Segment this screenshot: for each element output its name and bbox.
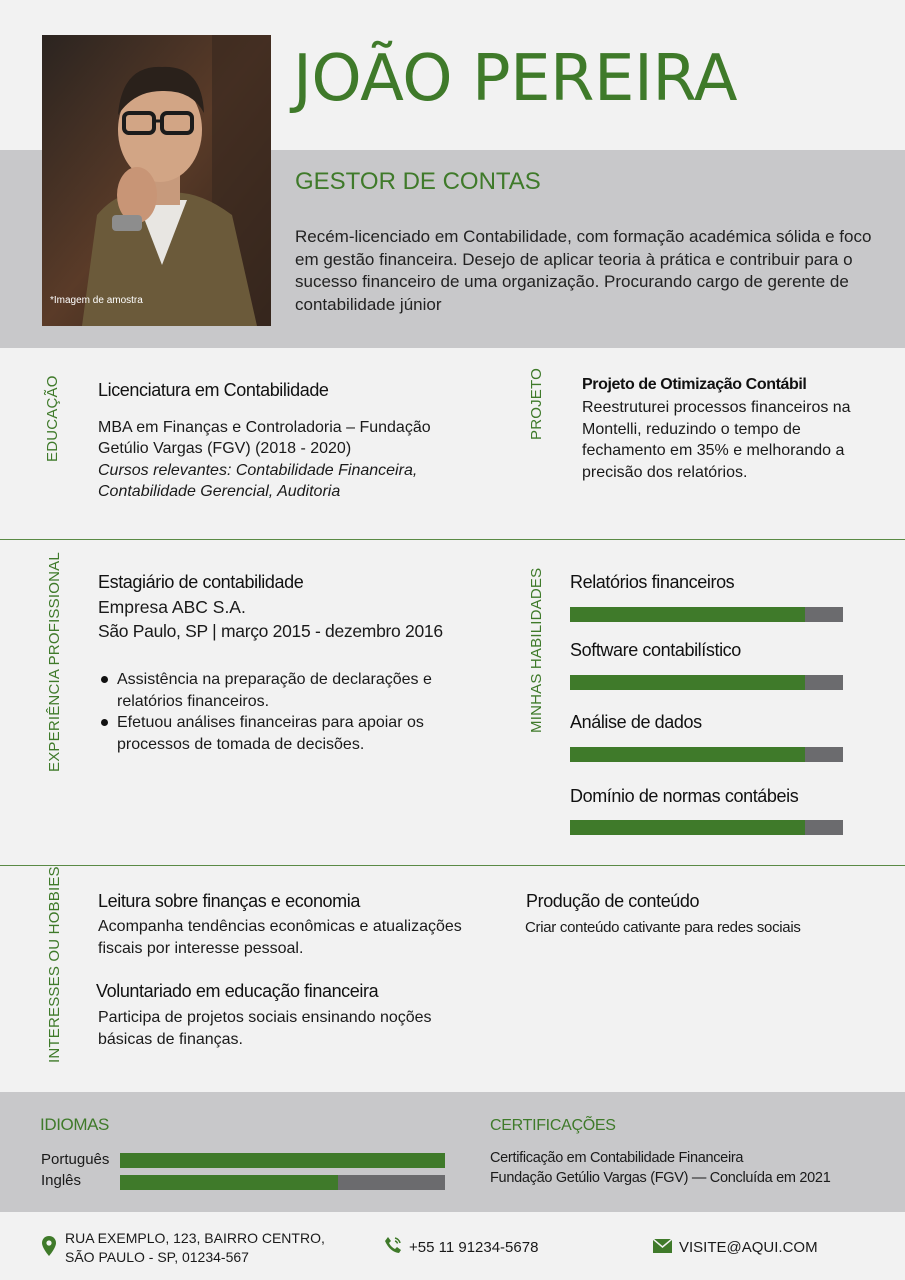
education-mba-line2: Getúlio Vargas (FGV) (2018 - 2020) — [98, 440, 352, 457]
language-bar-fill — [120, 1153, 445, 1168]
profile-summary: Recém-licenciado em Contabilidade, com formação académica sólida e foco em gestão financeira. Desejo de aplicar teoria à prática e contribuir para o sucesso financeiro de uma organização. Procurando cargo de gerente de contabilidade júnior — [295, 227, 872, 314]
experience-company: Empresa ABC S.A. — [98, 597, 246, 617]
experience-bullets — [98, 669, 478, 755]
skill-name: Domínio de normas contábeis — [570, 786, 799, 806]
certification-line1: Certificação em Contabilidade Financeira — [490, 1150, 744, 1166]
certifications-section-label: CERTIFICAÇÕES — [490, 1117, 616, 1134]
skill-name: Relatórios financeiros — [570, 572, 735, 592]
project-section-label: PROJETO — [528, 368, 545, 440]
experience-bullet — [98, 712, 478, 755]
language-bar — [120, 1153, 445, 1168]
skill-bar — [570, 675, 843, 690]
phone-icon — [384, 1236, 402, 1259]
photo-caption: *Imagem de amostra — [50, 295, 143, 306]
footer-band — [0, 1092, 905, 1212]
skill-name: Análise de dados — [570, 712, 702, 732]
interest-description: Acompanha tendências econômicas e atualizações fiscais por interesse pessoal. — [98, 918, 462, 957]
project-title: Projeto de Otimização Contábil — [582, 376, 807, 393]
languages-section-label: IDIOMAS — [40, 1115, 109, 1134]
bullet-icon — [101, 676, 108, 683]
skill-bar-fill — [570, 607, 805, 622]
envelope-icon — [653, 1239, 672, 1258]
skill-bar — [570, 820, 843, 835]
interest-title: Voluntariado em educação financeira — [96, 981, 379, 1001]
experience-section-label: EXPERIÊNCIA PROFISSIONAL — [46, 552, 63, 772]
skills-section-label: MINHAS HABILIDADES — [528, 567, 545, 733]
education-courses-line1: Cursos relevantes: Contabilidade Financeira, — [98, 462, 418, 479]
experience-location-period: São Paulo, SP | março 2015 - dezembro 2016 — [98, 621, 443, 641]
contact-phone[interactable]: +55 11 91234-5678 — [409, 1239, 539, 1256]
interests-section-label: INTERESSES OU HOBBIES — [46, 866, 63, 1063]
language-name: Inglês — [41, 1172, 82, 1189]
section-divider — [0, 865, 905, 866]
skill-name: Software contabilístico — [570, 640, 741, 660]
language-name: Português — [41, 1151, 110, 1168]
experience-role: Estagiário de contabilidade — [98, 572, 304, 592]
skill-bar-fill — [570, 747, 805, 762]
bullet-icon — [101, 719, 108, 726]
experience-bullet — [98, 669, 478, 712]
section-divider — [0, 539, 905, 540]
language-bar — [120, 1175, 445, 1190]
project-description: Reestruturei processos financeiros na Montelli, reduzindo o tempo de fechamento em 35% e melhorando a precisão dos relatórios. — [582, 399, 851, 481]
interest-description: Participa de projetos sociais ensinando noções básicas de finanças. — [98, 1009, 432, 1048]
education-section-label: EDUCAÇÃO — [44, 375, 61, 462]
experience-bullet-text: Efetuou análises financeiras para apoiar os processos de tomada de decisões. — [117, 714, 424, 753]
contact-address-line1: RUA EXEMPLO, 123, BAIRRO CENTRO, — [65, 1230, 325, 1246]
candidate-name: JOÃO PEREIRA — [293, 42, 737, 116]
certification-line2: Fundação Getúlio Vargas (FGV) — Concluída em 2021 — [490, 1170, 831, 1186]
skill-bar-fill — [570, 820, 805, 835]
skill-bar-fill — [570, 675, 805, 690]
profile-photo — [42, 35, 271, 326]
contact-website[interactable]: VISITE@AQUI.COM — [679, 1239, 818, 1256]
education-degree: Licenciatura em Contabilidade — [98, 380, 329, 400]
job-title: GESTOR DE CONTAS — [295, 168, 541, 195]
interest-description: Criar conteúdo cativante para redes sociais — [525, 919, 801, 936]
location-pin-icon — [42, 1236, 56, 1261]
skill-bar — [570, 607, 843, 622]
experience-bullet-text: Assistência na preparação de declarações e relatórios financeiros. — [117, 671, 432, 710]
education-mba-line1: MBA em Finanças e Controladoria – Fundação — [98, 419, 431, 436]
education-courses-line2: Contabilidade Gerencial, Auditoria — [98, 483, 341, 500]
contact-address-line2: SÃO PAULO - SP, 01234-567 — [65, 1249, 249, 1265]
skill-bar — [570, 747, 843, 762]
interest-title: Leitura sobre finanças e economia — [98, 891, 360, 911]
interest-title: Produção de conteúdo — [526, 891, 700, 911]
language-bar-fill — [120, 1175, 338, 1190]
